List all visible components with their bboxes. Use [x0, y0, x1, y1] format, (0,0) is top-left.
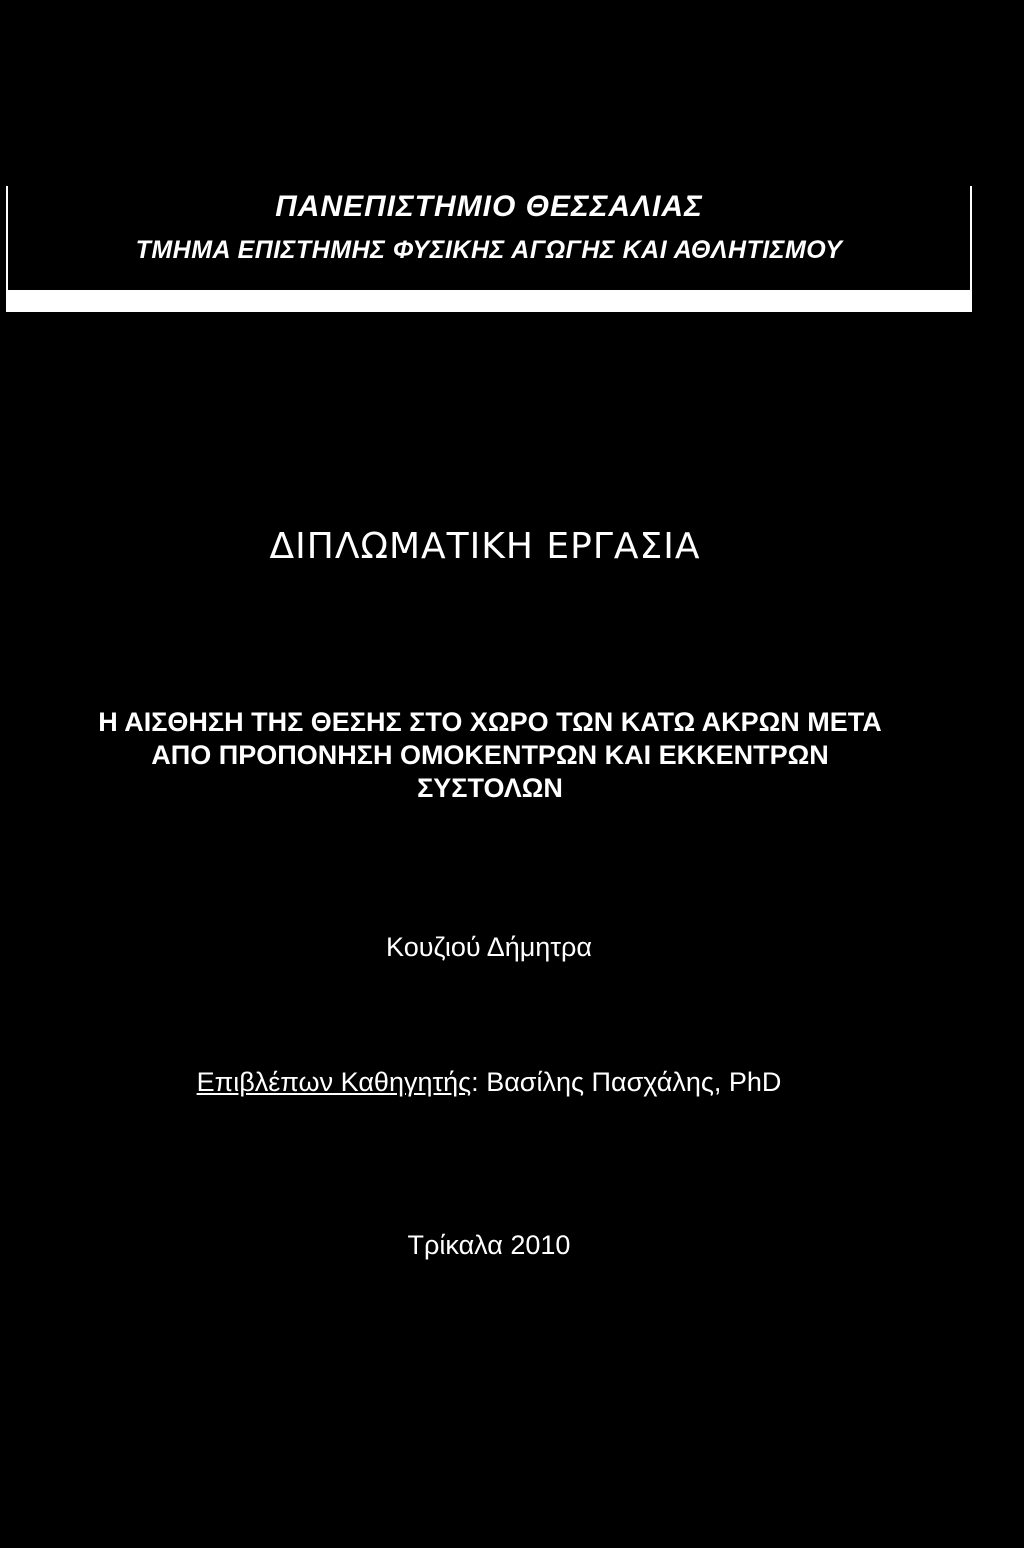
- thesis-title-line-2: ΑΠΟ ΠΡΟΠΟΝΗΣΗ ΟΜΟΚΕΝΤΡΩΝ ΚΑΙ ΕΚΚΕΝΤΡΩΝ: [151, 740, 829, 770]
- author-name: Κουζιού Δήμητρα: [386, 932, 592, 962]
- document-type: ΔΙΠΛΩΜΑΤΙΚΗ ΕΡΓΑΣΙΑ: [269, 526, 701, 567]
- thesis-title-line-3: ΣΥΣΤΟΛΩΝ: [417, 773, 563, 803]
- supervisor-line: [0, 1067, 978, 1098]
- supervisor-name: Βασίλης Πασχάλης, PhD: [478, 1067, 782, 1097]
- supervisor-label: Επιβλέπων Καθηγητής: [196, 1067, 472, 1097]
- department-name: ΤΜΗΜΑ ΕΠΙΣΤΗΜΗΣ ΦΥΣΙΚΗΣ ΑΓΩΓΗΣ ΚΑΙ ΑΘΛΗΤΙΣΜΟΥ: [135, 236, 843, 264]
- supervisor-separator: :: [471, 1067, 479, 1097]
- thesis-title-line-1: Η ΑΙΣΘΗΣΗ ΤΗΣ ΘΕΣΗΣ ΣΤΟ ΧΩΡΟ ΤΩΝ ΚΑΤΩ ΑΚΡΩΝ ΜΕΤΑ: [98, 707, 882, 737]
- place-and-year: Τρίκαλα 2010: [407, 1230, 571, 1260]
- thesis-title: [80, 706, 900, 805]
- header-rule: [8, 290, 970, 312]
- university-name: ΠΑΝΕΠΙΣΤΗΜΙΟ ΘΕΣΣΑΛΙΑΣ: [275, 190, 703, 223]
